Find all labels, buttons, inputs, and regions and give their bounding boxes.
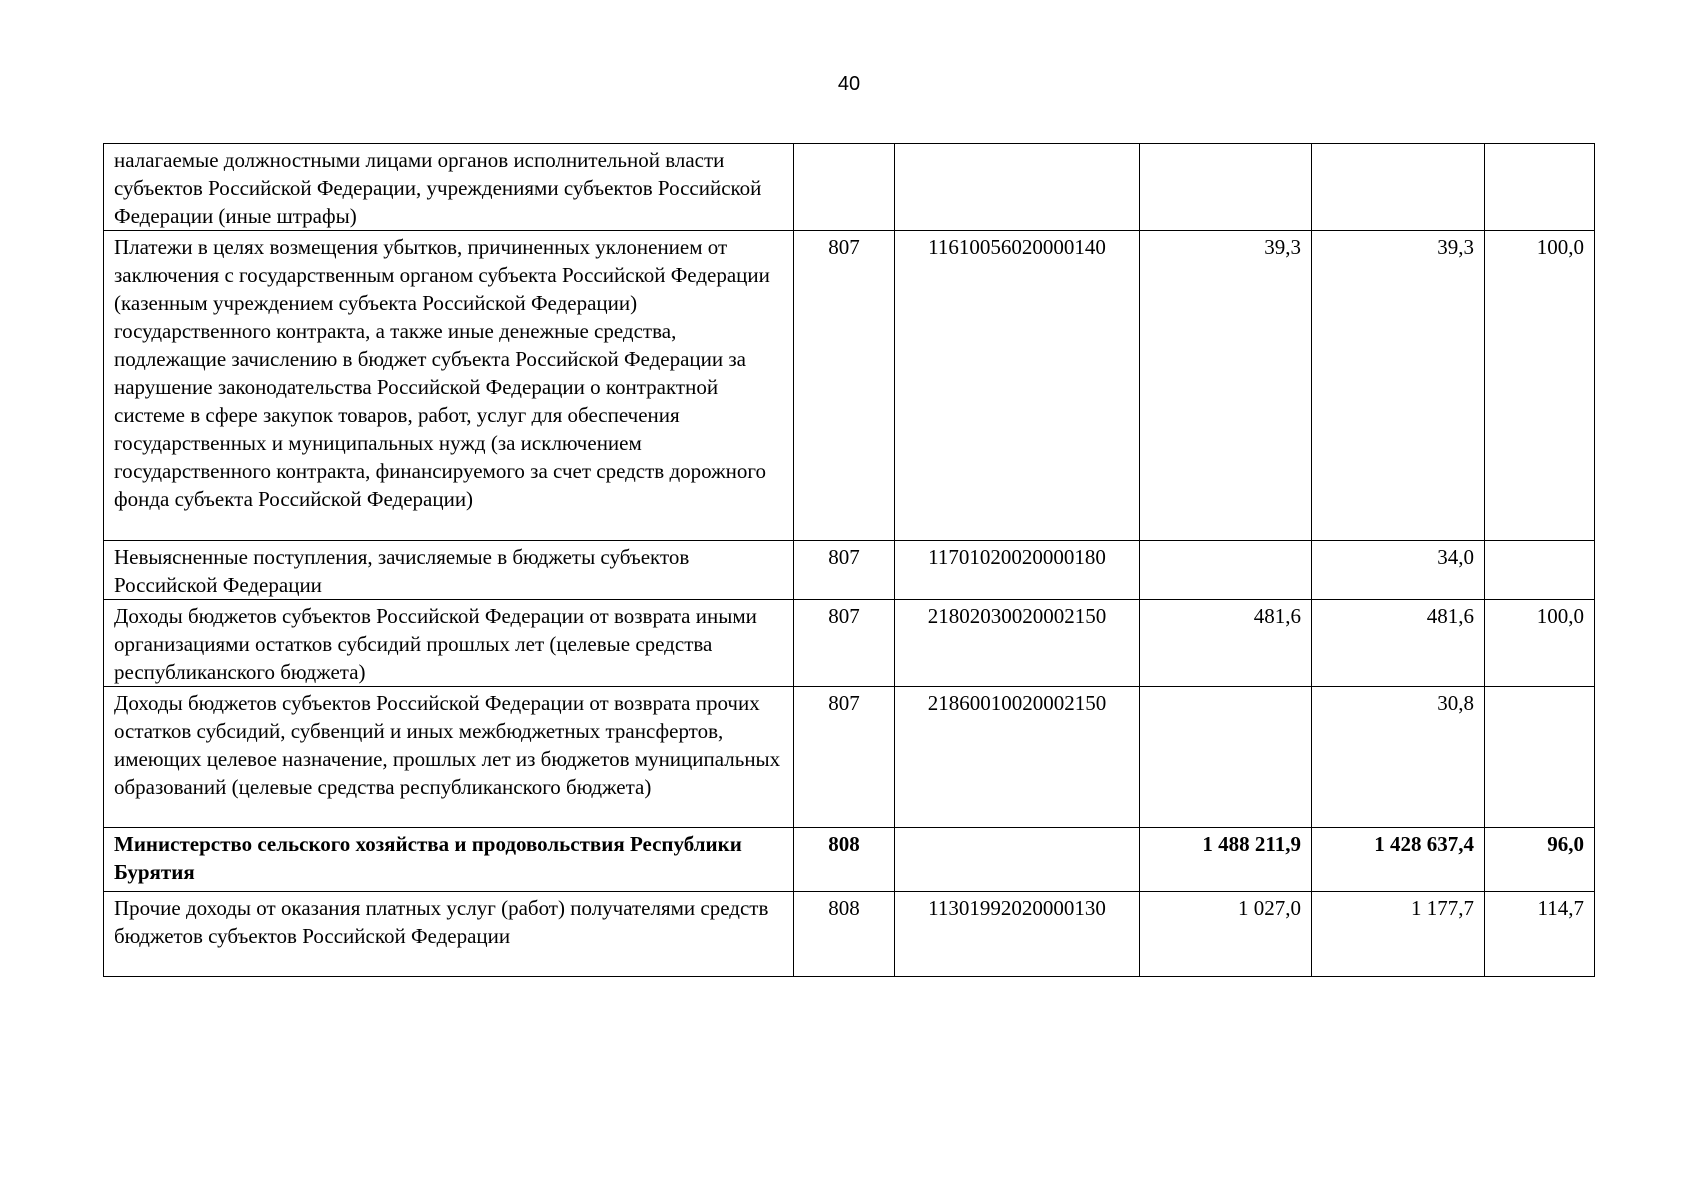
row-percent-cell: 100,0	[1485, 231, 1595, 541]
table-row	[104, 231, 1595, 541]
row-budget-code-cell: 21802030020002150	[895, 600, 1140, 687]
row-name-cell: Доходы бюджетов субъектов Российской Федерации от возврата прочих остатков субсидий, субвенций и иных межбюджетных трансфертов, имеющих целевое назначение, прошлых лет из бюджетов муниципальных образований (целевые средства республиканского бюджета)	[104, 687, 794, 828]
row-admin-code-cell: 807	[794, 231, 895, 541]
row-budget-code-cell: 11301992020000130	[895, 892, 1140, 977]
row-percent-cell	[1485, 687, 1595, 828]
table-row	[104, 828, 1595, 892]
row-budget-code-cell: 11701020020000180	[895, 541, 1140, 600]
row-fact-cell: 481,6	[1312, 600, 1485, 687]
row-plan-cell	[1140, 687, 1312, 828]
table-row	[104, 541, 1595, 600]
row-name-cell: Доходы бюджетов субъектов Российской Федерации от возврата иными организациями остатков субсидий прошлых лет (целевые средства республиканского бюджета)	[104, 600, 794, 687]
row-admin-code-cell: 808	[794, 892, 895, 977]
row-percent-cell	[1485, 144, 1595, 231]
row-plan-cell: 1 027,0	[1140, 892, 1312, 977]
row-admin-code-cell: 808	[794, 828, 895, 892]
row-budget-code-cell: 21860010020002150	[895, 687, 1140, 828]
row-admin-code-cell: 807	[794, 600, 895, 687]
row-name-cell: Прочие доходы от оказания платных услуг (работ) получателями средств бюджетов субъектов Российской Федерации	[104, 892, 794, 977]
page-number: 40	[837, 73, 861, 95]
row-fact-cell: 1 177,7	[1312, 892, 1485, 977]
row-plan-cell: 1 488 211,9	[1140, 828, 1312, 892]
row-plan-cell: 39,3	[1140, 231, 1312, 541]
row-name-cell: Министерство сельского хозяйства и продовольствия Республики Бурятия	[104, 828, 794, 892]
row-budget-code-cell: 11610056020000140	[895, 231, 1140, 541]
row-fact-cell	[1312, 144, 1485, 231]
row-admin-code-cell: 807	[794, 687, 895, 828]
row-plan-cell	[1140, 541, 1312, 600]
row-name-cell: Невыясненные поступления, зачисляемые в бюджеты субъектов Российской Федерации	[104, 541, 794, 600]
row-budget-code-cell	[895, 828, 1140, 892]
row-fact-cell: 30,8	[1312, 687, 1485, 828]
row-plan-cell: 481,6	[1140, 600, 1312, 687]
revenue-table	[103, 143, 1595, 977]
row-name-cell: Платежи в целях возмещения убытков, причиненных уклонением от заключения с государственным органом субъекта Российской Федерации (казенным учреждением субъекта Российской Федерации) государственного контракта, а также иные денежные средства, подлежащие зачислению в бюджет субъекта Российской Федерации за нарушение законодательства Российской Федерации о контрактной системе в сфере закупок товаров, работ, услуг для обеспечения государственных и муниципальных нужд (за исключением государственного контракта, финансируемого за счет средств дорожного фонда субъекта Российской Федерации)	[104, 231, 794, 541]
table-row	[104, 600, 1595, 687]
row-fact-cell: 34,0	[1312, 541, 1485, 600]
row-fact-cell: 39,3	[1312, 231, 1485, 541]
row-admin-code-cell	[794, 144, 895, 231]
row-percent-cell	[1485, 541, 1595, 600]
row-budget-code-cell	[895, 144, 1140, 231]
row-plan-cell	[1140, 144, 1312, 231]
row-percent-cell: 100,0	[1485, 600, 1595, 687]
row-name-cell: налагаемые должностными лицами органов исполнительной власти субъектов Российской Федерации, учреждениями субъектов Российской Федерации (иные штрафы)	[104, 144, 794, 231]
table-row	[104, 687, 1595, 828]
table-row	[104, 144, 1595, 231]
row-percent-cell: 114,7	[1485, 892, 1595, 977]
table-row	[104, 892, 1595, 977]
row-percent-cell: 96,0	[1485, 828, 1595, 892]
row-fact-cell: 1 428 637,4	[1312, 828, 1485, 892]
row-admin-code-cell: 807	[794, 541, 895, 600]
